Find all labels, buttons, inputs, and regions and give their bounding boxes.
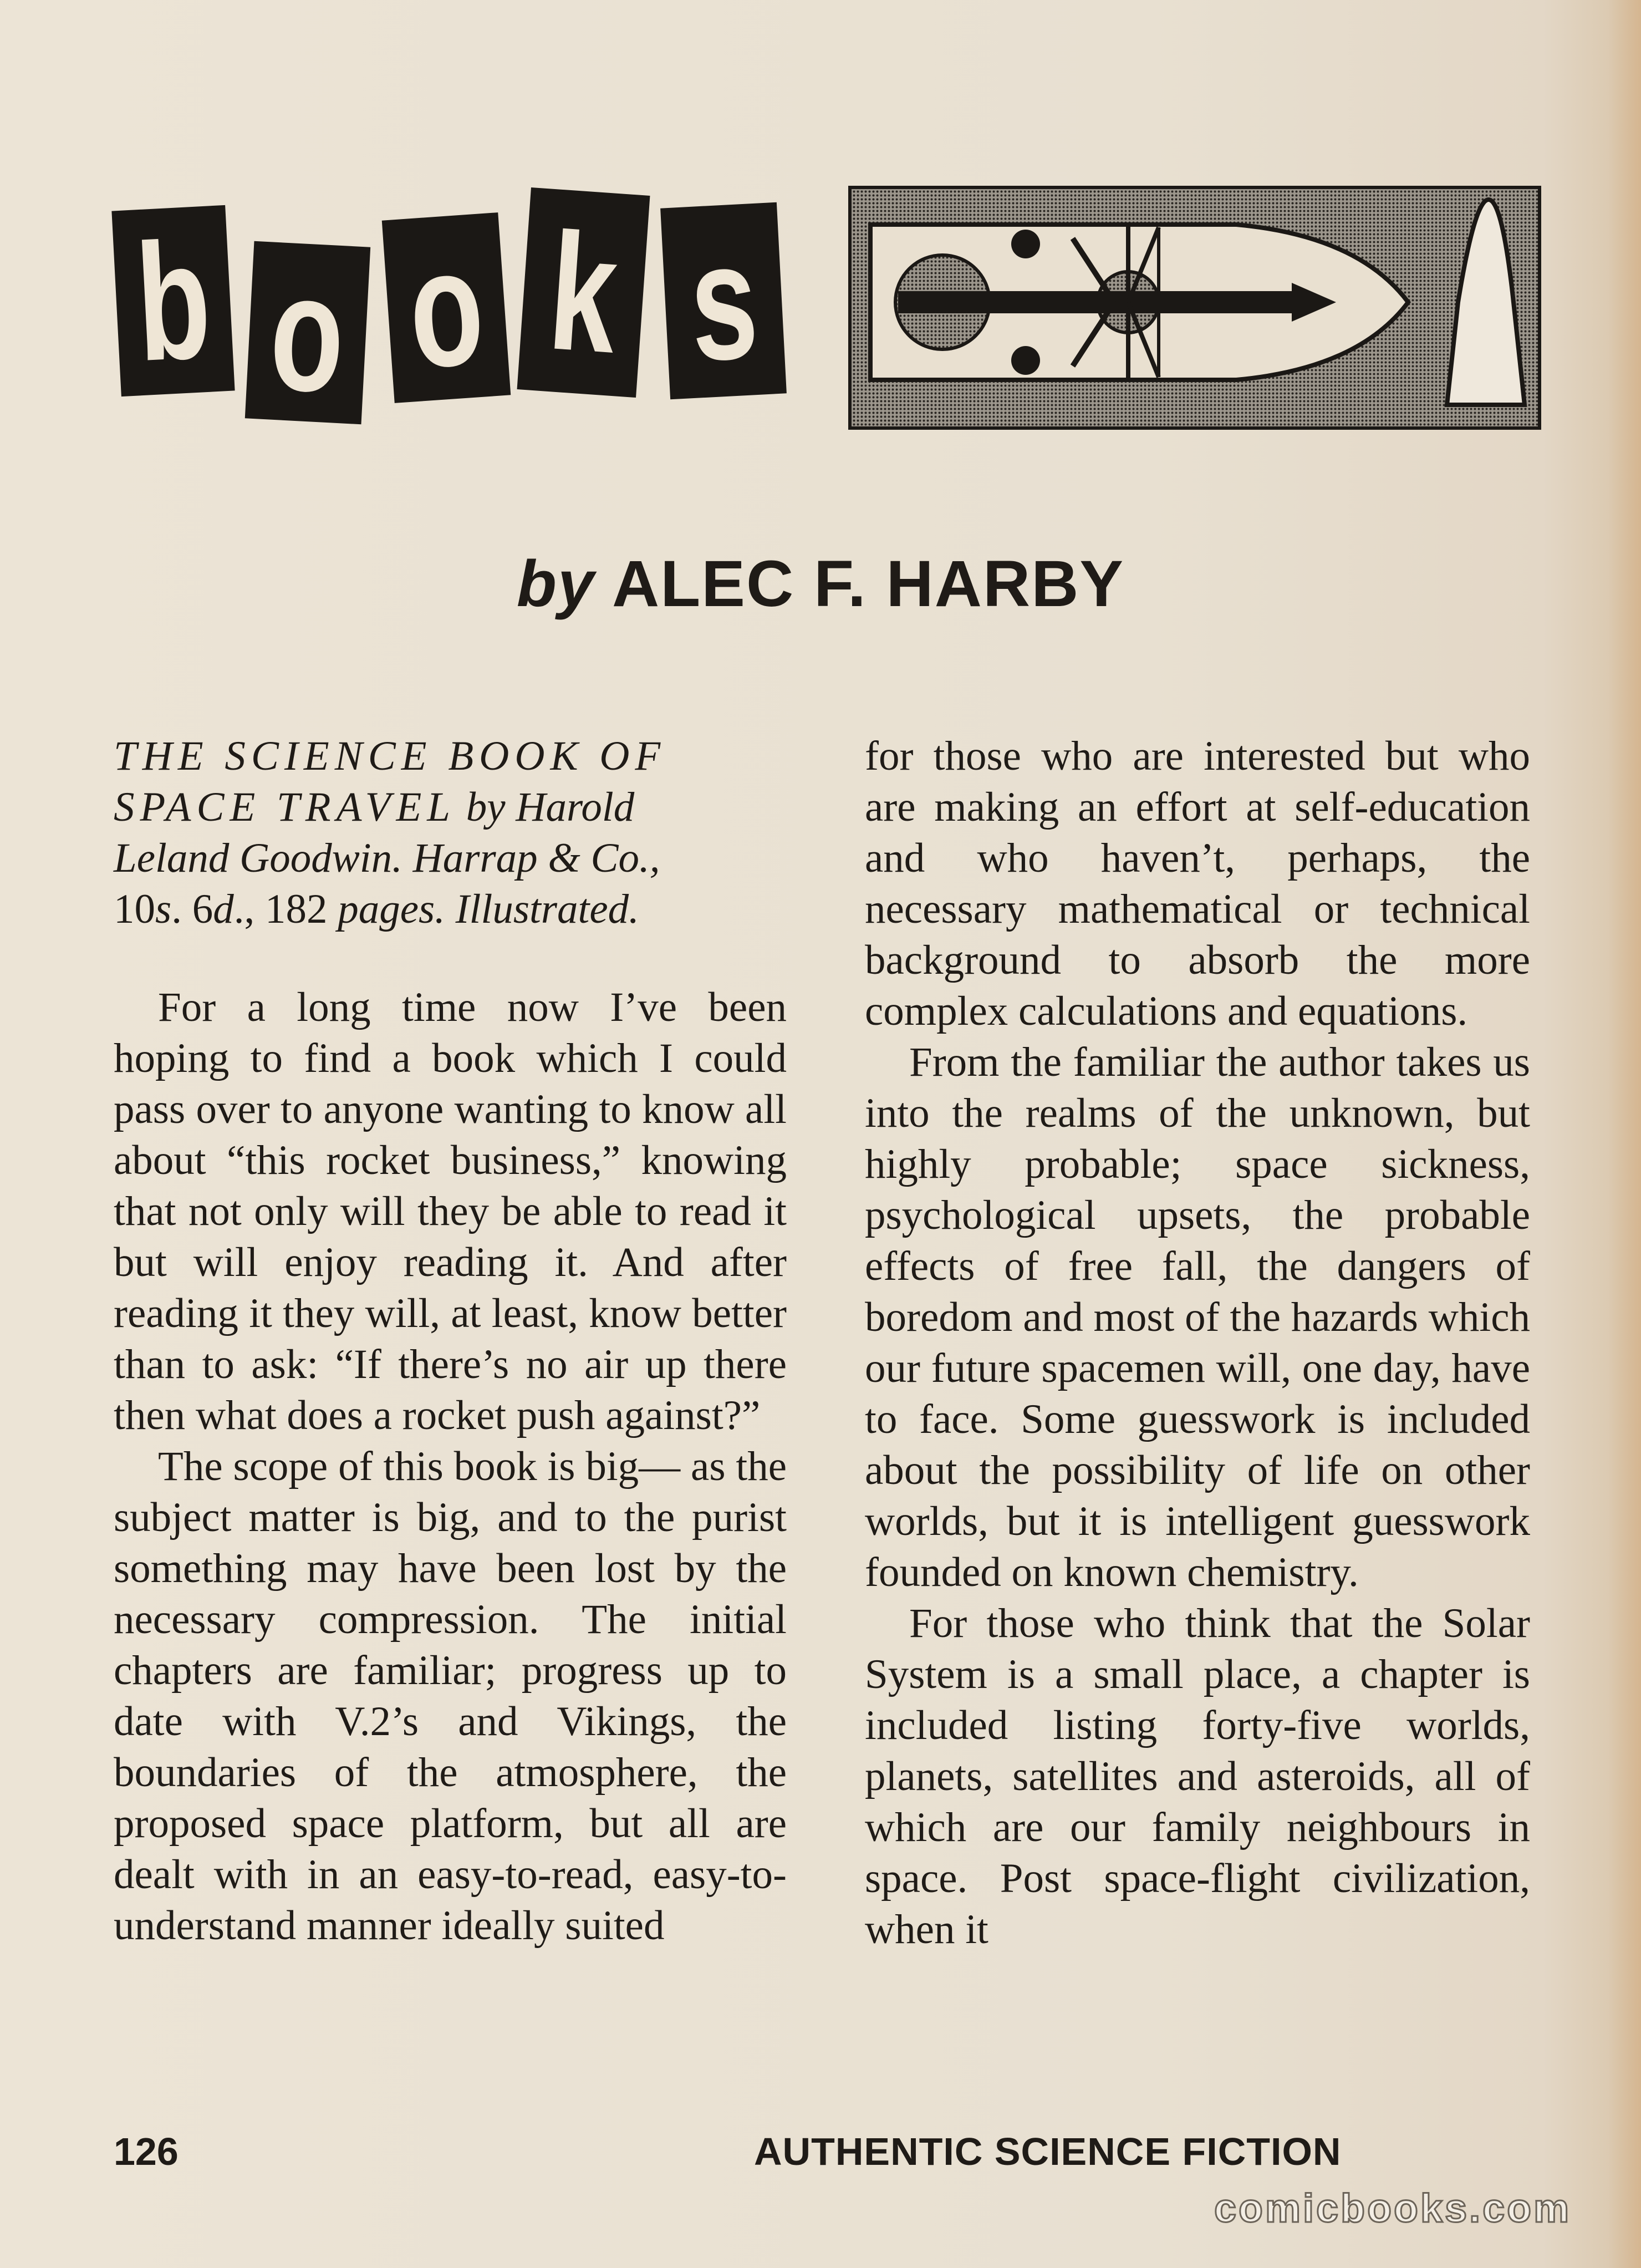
page-edge-shadow: [1608, 0, 1641, 2268]
left-paragraph-2: The scope of this book is big— as the subject matter is big, and to the purist something may have been lost by the necessary compression. The initial chapters are familiar; progress up to date with V.2’s and Vikings, the boundaries of the atmosphere, the proposed space platform, but all are dealt with in an easy-to-read, easy-to-understand manner ideally suited: [114, 1443, 787, 1949]
byline-author: ALEC F. HARBY: [611, 547, 1125, 621]
right-column: [865, 731, 1530, 1955]
price-shillings: 10: [114, 886, 155, 932]
logo-letter-b: b: [111, 205, 235, 396]
book-title-line1: THE SCIENCE BOOK OF: [114, 733, 666, 779]
price-pence: . 6: [171, 886, 213, 932]
books-header-logo: [111, 183, 1541, 444]
right-paragraph-1: for those who are interested but who are making an effort at self-education and who haven’t, perhaps, the necessary mathematical or technical background to absorb the more complex calculations and equations.: [865, 733, 1530, 1034]
rocket-illustration: [848, 186, 1541, 430]
logo-letter-o-1: o: [245, 241, 370, 425]
logo-letter-o-2: o: [382, 212, 511, 403]
left-paragraph-1: For a long time now I’ve been hoping to find a book which I could pass over to anyone wanting to know all about “this rocket business,” knowing that not only will they be able to read it but will enjoy reading it. And after reading it they will, at least, know better than to ask: “If there’s no air up there then what does a rocket push against?”: [114, 984, 787, 1438]
book-citation: [114, 731, 787, 935]
watermark: comicbooks.com: [1214, 2186, 1572, 2231]
running-footer-title: AUTHENTIC SCIENCE FICTION: [754, 2130, 1342, 2173]
page-number: 126: [114, 2130, 179, 2173]
right-paragraph-2: From the familiar the author takes us into the realms of the unknown, but highly probable; space sickness, psychological upsets, the probable effects of free fall, the dangers of boredom and most of the hazards which our future spacemen will, one day, have to face. Some guesswork is included about the possibility of life on other worlds, but it is intelligent guesswork founded on known chemistry.: [865, 1039, 1530, 1595]
logo-letter-k: k: [517, 187, 650, 398]
left-column: [114, 731, 787, 1951]
book-author-by: by Harold: [456, 784, 635, 830]
book-author-publisher: Leland Goodwin. Harrap & Co.,: [114, 835, 660, 881]
page-count: ., 182: [233, 886, 338, 932]
byline: [0, 546, 1641, 622]
book-title-line2: SPACE TRAVEL: [114, 784, 456, 830]
price-d-unit: d: [213, 886, 234, 932]
logo-letter-s: s: [660, 202, 787, 400]
price-s-unit: s: [155, 886, 172, 932]
right-paragraph-3: For those who think that the Solar System is a small place, a chapter is included listing forty-five worlds, planets, satellites and asteroids, all of which are our family neighbours in space. Post space-flight civilization, when it: [865, 1600, 1530, 1952]
pages-illustrated: pages. Illustrated.: [338, 886, 639, 932]
byline-by: by: [516, 547, 595, 621]
